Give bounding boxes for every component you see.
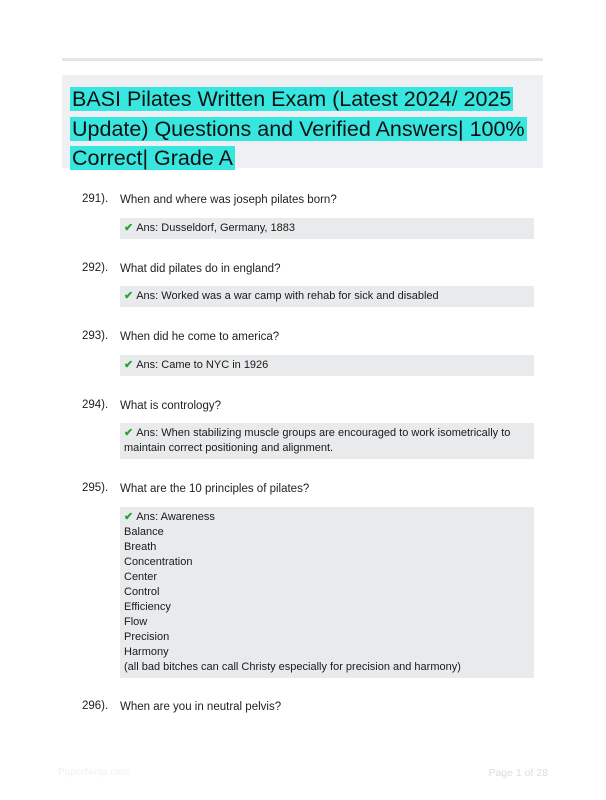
check-icon: ✔ <box>124 511 134 523</box>
answer-text: Control <box>124 586 160 598</box>
answer-text: Center <box>124 571 158 583</box>
page-number: Page 1 of 28 <box>488 767 548 779</box>
check-icon: ✔ <box>124 359 134 371</box>
answer-box <box>120 355 534 376</box>
answer-text: Ans: Awareness <box>136 511 215 523</box>
question-text: What did pilates do in england? <box>120 263 281 275</box>
question-text: What is contrology? <box>120 400 221 412</box>
answer-text: Breath <box>124 541 157 553</box>
question-number: 291). <box>82 193 109 205</box>
footer-site: PaperNinja.com <box>58 767 130 778</box>
answer-text: Harmony <box>124 646 169 658</box>
question-number: 292). <box>82 262 109 274</box>
answer-box <box>120 218 534 239</box>
page-title: BASI Pilates Written Exam (Latest 2024/ 2025 Update) Questions and Verified Answers| 100% Correct| Grade A <box>72 87 525 170</box>
question-text: When are you in neutral pelvis? <box>120 701 282 713</box>
question-number: 293). <box>82 330 109 342</box>
question-text: When did he come to america? <box>120 331 280 343</box>
question-number: 295). <box>82 482 109 494</box>
answer-text: Ans: Came to NYC in 1926 <box>136 359 269 371</box>
question-number: 294). <box>82 399 109 411</box>
answer-text: Ans: When stabilizing muscle groups are encouraged to work isometrically to <box>136 427 511 439</box>
answer-box <box>120 423 534 459</box>
check-icon: ✔ <box>124 290 134 302</box>
top-divider <box>62 58 543 61</box>
answer-text: Ans: Worked was a war camp with rehab for sick and disabled <box>136 290 439 302</box>
question-number: 296). <box>82 700 109 712</box>
check-icon: ✔ <box>124 427 134 439</box>
answer-text: Efficiency <box>124 601 171 613</box>
question-text: When and where was joseph pilates born? <box>120 194 337 206</box>
question-text: What are the 10 principles of pilates? <box>120 483 310 495</box>
answer-text: Precision <box>124 631 170 643</box>
answer-box <box>120 286 534 307</box>
answer-text: Flow <box>124 616 148 628</box>
answer-text: Concentration <box>124 556 193 568</box>
answer-text: (all bad bitches can call Christy especially for precision and harmony) <box>124 661 461 673</box>
answer-text: maintain correct positioning and alignment. <box>124 442 334 454</box>
check-icon: ✔ <box>124 222 134 234</box>
answer-text: Ans: Dusseldorf, Germany, 1883 <box>136 222 295 234</box>
answer-text: Balance <box>124 526 164 538</box>
answer-box <box>120 507 534 678</box>
